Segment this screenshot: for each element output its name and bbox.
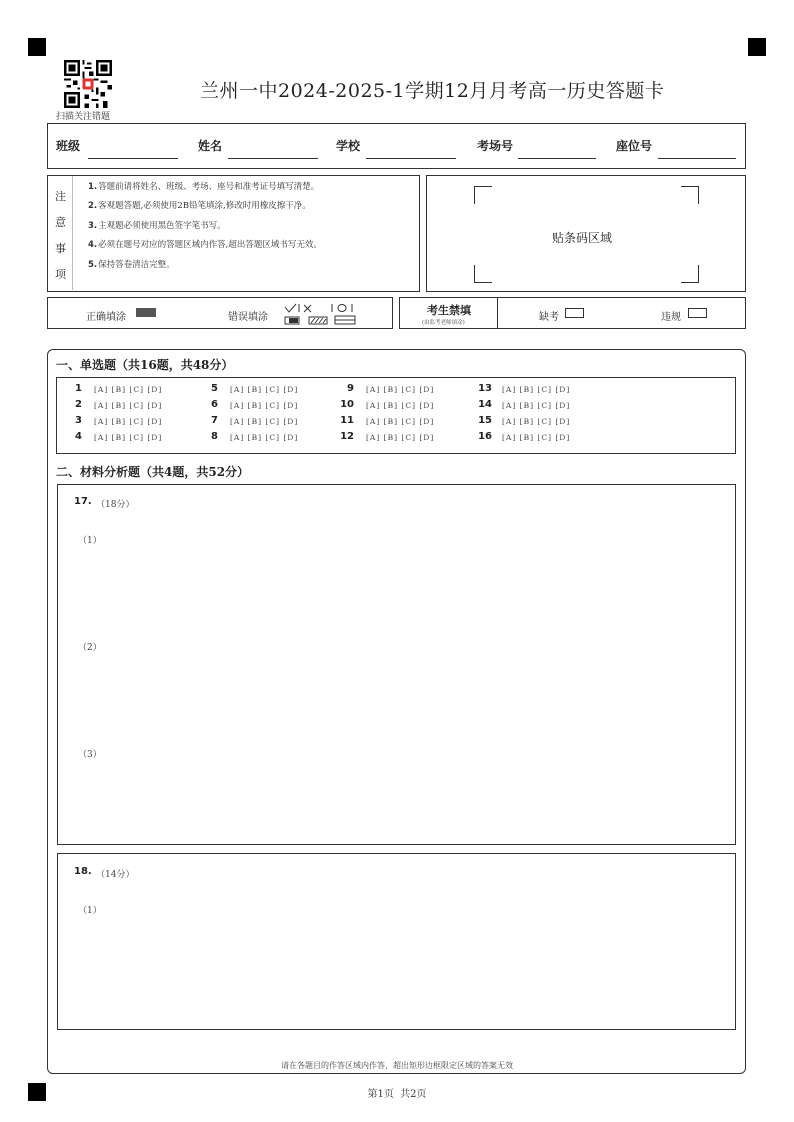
question-number: 7 [211, 415, 218, 426]
page-number: 第1页 共2页 [367, 1089, 427, 1100]
notice-side-label [48, 176, 73, 290]
name-field[interactable] [228, 158, 318, 159]
notice-item: 3.主观题必须使用黑色签字笔书写。 [88, 221, 226, 231]
notice-char: 事 [55, 242, 66, 255]
registration-mark-top-left [28, 38, 46, 56]
barcode-corner [474, 265, 492, 283]
absent-label: 缺考 [539, 312, 559, 323]
section2-title: 二、材料分析题（共4题，共52分） [56, 465, 250, 479]
question-number: 16 [478, 431, 492, 442]
question-number: 8 [211, 431, 218, 442]
class-field[interactable] [88, 158, 178, 159]
registration-mark-top-right [748, 38, 766, 56]
q17-answer-area[interactable] [57, 484, 736, 845]
exam-room-label: 考场号 [477, 139, 514, 153]
answer-options[interactable]: [A] [B] [C] [D] [94, 401, 163, 410]
proctor-note: (由监考老师填涂) [422, 320, 465, 326]
barcode-corner [681, 265, 699, 283]
barcode-label: 贴条码区域 [552, 231, 613, 245]
question-number: 4 [75, 431, 82, 442]
question-number: 14 [478, 399, 492, 410]
notice-char: 项 [55, 268, 66, 281]
proctor-divider [497, 297, 498, 329]
answer-options[interactable]: [A] [B] [C] [D] [502, 433, 571, 442]
answer-options[interactable]: [A] [B] [C] [D] [230, 401, 299, 410]
q17-number: 17. [74, 496, 92, 507]
answer-options[interactable]: [A] [B] [C] [D] [230, 433, 299, 442]
notice-box [47, 175, 420, 292]
answer-options[interactable]: [A] [B] [C] [D] [366, 401, 435, 410]
answer-options[interactable]: [A] [B] [C] [D] [94, 433, 163, 442]
question-number: 1 [75, 383, 82, 394]
question-number: 5 [211, 383, 218, 394]
question-number: 11 [340, 415, 354, 426]
answer-boundary-warning: 请在各题目的作答区域内作答，超出矩形边框限定区域的答案无效 [281, 1061, 513, 1070]
notice-item: 5.保持答卷清洁完整。 [88, 260, 175, 270]
barcode-corner [474, 186, 492, 204]
qr-caption: 扫描关注错题 [56, 112, 111, 122]
question-number: 2 [75, 399, 82, 410]
notice-item: 4.必须在题号对应的答题区域内作答,超出答题区域书写无效。 [88, 240, 322, 250]
proctor-label: 考生禁填 [427, 304, 471, 317]
violation-checkbox[interactable] [688, 308, 707, 318]
q18-number: 18. [74, 866, 92, 877]
answer-options[interactable]: [A] [B] [C] [D] [502, 385, 571, 394]
question-number: 13 [478, 383, 492, 394]
notice-char: 注 [55, 190, 66, 203]
q18-answer-area[interactable] [57, 853, 736, 1030]
q18-sub-1: （1） [78, 906, 102, 916]
notice-item: 1.答题前请将姓名、班级、考场、座号和准考证号填写清楚。 [88, 182, 320, 192]
correct-fill-example [136, 308, 156, 317]
school-field[interactable] [366, 158, 456, 159]
school-label: 学校 [336, 139, 361, 153]
question-number: 10 [340, 399, 354, 410]
violation-label: 违规 [661, 312, 681, 323]
q17-sub-3: （3） [78, 750, 102, 760]
page-title: 兰州一中2024-2025-1学期12月月考高一历史答题卡 [200, 80, 665, 102]
answer-options[interactable]: [A] [B] [C] [D] [502, 401, 571, 410]
q17-sub-2: （2） [78, 643, 102, 653]
section1-title: 一、单选题（共16题，共48分） [56, 358, 234, 372]
wrong-fill-icon [282, 302, 360, 326]
answer-options[interactable]: [A] [B] [C] [D] [230, 385, 299, 394]
answer-options[interactable]: [A] [B] [C] [D] [366, 417, 435, 426]
answer-options[interactable]: [A] [B] [C] [D] [230, 417, 299, 426]
exam-room-field[interactable] [518, 158, 596, 159]
answer-options[interactable]: [A] [B] [C] [D] [94, 385, 163, 394]
question-number: 9 [347, 383, 354, 394]
answer-options[interactable]: [A] [B] [C] [D] [502, 417, 571, 426]
class-label: 班级 [56, 139, 81, 153]
correct-fill-label: 正确填涂 [86, 312, 126, 323]
wrong-fill-label: 错误填涂 [228, 312, 268, 323]
question-number: 6 [211, 399, 218, 410]
q17-sub-1: （1） [78, 536, 102, 546]
seat-label: 座位号 [616, 139, 653, 153]
notice-char: 意 [55, 216, 66, 229]
qr-code-icon [64, 60, 112, 108]
question-number: 15 [478, 415, 492, 426]
answer-options[interactable]: [A] [B] [C] [D] [94, 417, 163, 426]
q17-score: （18分） [96, 500, 135, 510]
answer-options[interactable]: [A] [B] [C] [D] [366, 433, 435, 442]
barcode-corner [681, 186, 699, 204]
name-label: 姓名 [198, 139, 223, 153]
question-number: 12 [340, 431, 354, 442]
answer-options[interactable]: [A] [B] [C] [D] [366, 385, 435, 394]
absent-checkbox[interactable] [565, 308, 584, 318]
seat-field[interactable] [658, 158, 736, 159]
question-number: 3 [75, 415, 82, 426]
q18-score: （14分） [96, 870, 135, 880]
notice-item: 2.客观题答题,必须使用2B铅笔填涂,修改时用橡皮擦干净。 [88, 201, 311, 211]
